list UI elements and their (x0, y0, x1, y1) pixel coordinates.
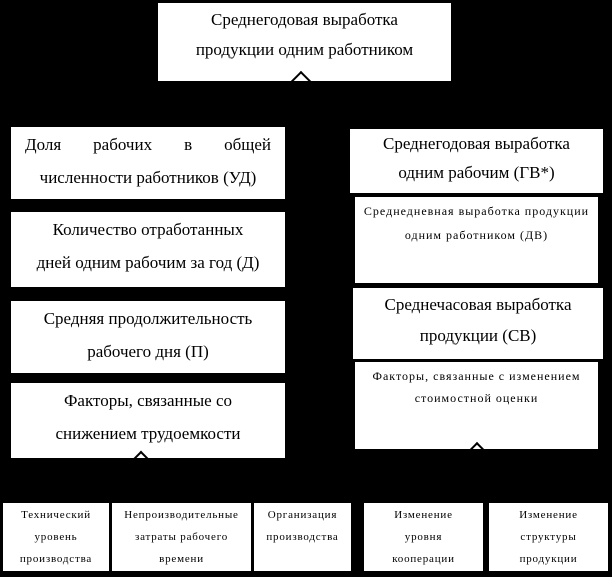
text-line: Факторы, связанные с изменением (372, 369, 581, 383)
box-product-structure-change (489, 503, 608, 571)
text-line: рабочего дня (П) (87, 342, 209, 361)
text-line: уровень (34, 531, 78, 543)
text-line: одним рабочим (ГВ*) (398, 163, 555, 182)
box-technical-level (3, 503, 109, 571)
text-line: времени (159, 553, 204, 565)
brace-peak-icon (470, 442, 484, 449)
text-line: стоимостной оценки (414, 391, 539, 405)
box-unproductive-time-costs (112, 503, 251, 571)
box-share-of-workers (11, 127, 285, 199)
text-line: затраты рабочего (134, 531, 229, 543)
text-line: кооперации (392, 553, 455, 565)
box-production-organization (254, 503, 351, 571)
text-line: продукции (519, 553, 578, 565)
box-days-worked-per-year (11, 212, 285, 287)
brace-peak-icon (130, 451, 153, 458)
text-line: продукции (СВ) (419, 326, 537, 345)
text-line: Количество отработанных (52, 220, 244, 239)
text-line: Среднечасовая выработка (384, 295, 572, 314)
box-labour-intensity-factors (11, 383, 285, 458)
text-line: уровня (404, 531, 443, 543)
text-line: Среднегодовая выработка (383, 134, 570, 153)
text-line: производства (266, 531, 339, 543)
text-line: Среднедневная выработка продукции (363, 204, 590, 218)
text-line: производства (19, 553, 93, 565)
box-avg-annual-output-per-employee (158, 3, 451, 81)
text-line: Средняя продолжительность (43, 309, 253, 328)
text-line: Изменение (519, 509, 578, 521)
text-line: Технический (21, 509, 91, 521)
text-line: дней одним рабочим за год (Д) (36, 253, 260, 272)
text-line: структуры (520, 531, 577, 543)
text-line: Доля рабочих в общей (25, 135, 271, 154)
box-cooperation-level-change (364, 503, 483, 571)
brace-peak-icon (287, 71, 315, 81)
text-line: снижением трудоемкости (55, 424, 241, 443)
text-line: Изменение (394, 509, 453, 521)
text-line: продукции одним работником (195, 40, 414, 59)
box-cost-valuation-factors (355, 362, 598, 449)
text-line: Факторы, связанные со (63, 391, 233, 410)
text-line: Среднегодовая выработка (211, 10, 398, 29)
text-line: одним работником (ДВ) (404, 228, 549, 242)
text-line: численности работников (УД) (39, 168, 257, 187)
text-line: Непроизводительные (124, 509, 239, 521)
box-avg-working-day-length (11, 301, 285, 373)
text-line: Организация (267, 509, 338, 521)
box-avg-annual-output-per-worker (350, 129, 603, 193)
box-avg-hourly-output (353, 288, 603, 359)
box-avg-daily-output (355, 197, 598, 283)
